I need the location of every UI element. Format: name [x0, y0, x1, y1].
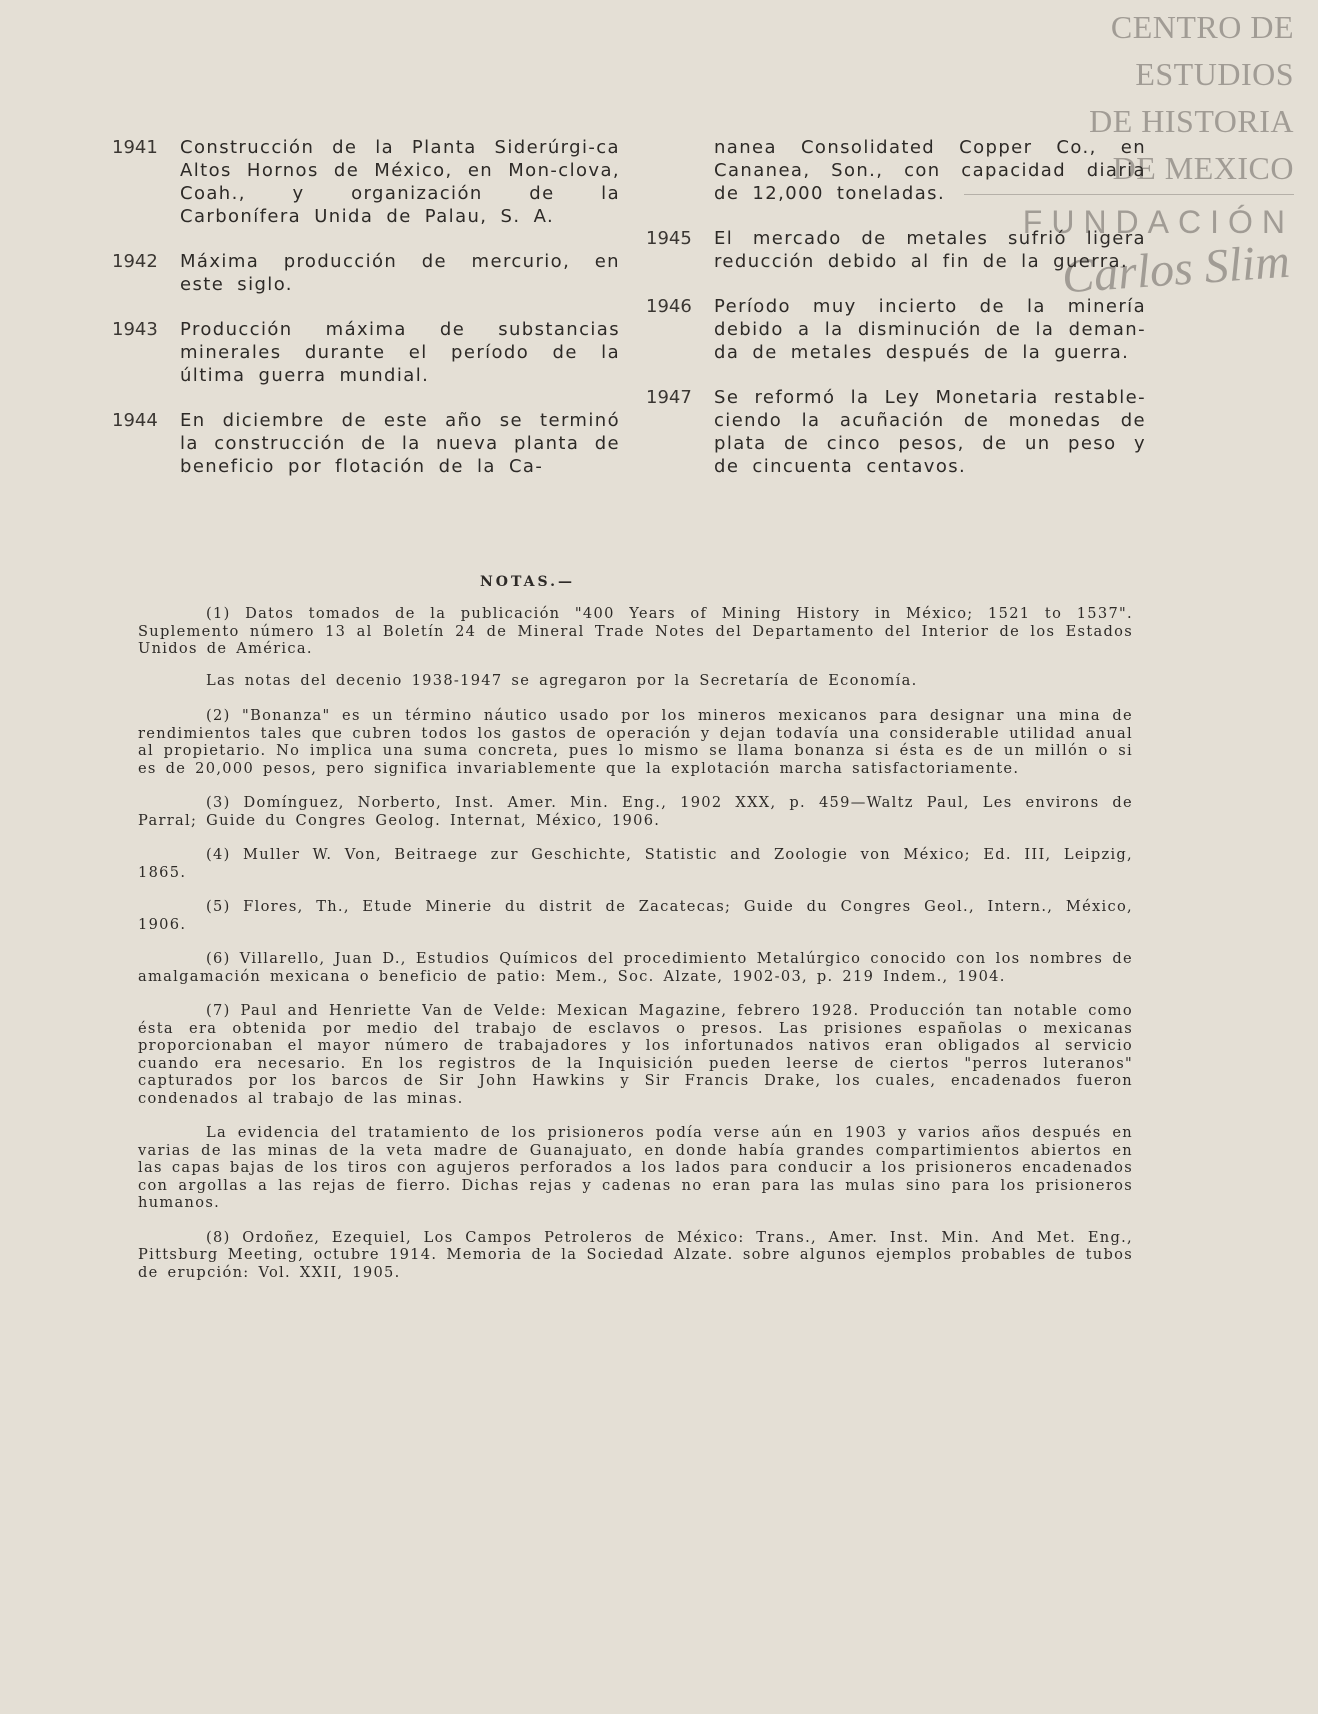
note-paragraph: (5) Flores, Th., Etude Minerie du distrit de Zacatecas; Guide du Congres Geol., Intern., México, 1906.	[138, 898, 1133, 933]
timeline-entry	[112, 136, 620, 228]
timeline-entry	[646, 386, 1146, 478]
entry-text: Período muy incierto de la minería debido a la disminución de la deman-da de metales después de la guerra.	[714, 296, 1146, 363]
note-paragraph: La evidencia del tratamiento de los prisioneros podía verse aún en 1903 y varios años después en varias de las minas de la veta madre de Guanajuato, en donde había grandes compartimientos abiertos en las capas bajas de los tiros con agujeros perforados a los lados para conducir a los prisioneros encadenados con argollas a las rejas de fierro. Dichas rejas y cadenas no eran para las mulas sino para los prisioneros humanos.	[138, 1124, 1133, 1211]
timeline-right-column	[646, 136, 1146, 478]
timeline-entry	[646, 295, 1146, 364]
note-paragraph: (6) Villarello, Juan D., Estudios Químicos del procedimiento Metalúrgico conocido con los nombres de amalgamación mexicana o beneficio de patio: Mem., Soc. Alzate, 1902-03, p. 219 Indem., 1904.	[138, 950, 1133, 985]
note-paragraph: (3) Domínguez, Norberto, Inst. Amer. Min. Eng., 1902 XXX, p. 459—Waltz Paul, Les environs de Parral; Guide du Congres Geolog. Internat, México, 1906.	[138, 794, 1133, 829]
entry-text: Construcción de la Planta Siderúrgi-ca Altos Hornos de México, en Mon-clova, Coah., y organización de la Carbonífera Unida de Palau, S. A.	[180, 137, 620, 227]
entry-year: 1944	[112, 410, 158, 431]
entry-year: 1945	[646, 228, 692, 249]
note-paragraph: (4) Muller W. Von, Beitraege zur Geschichte, Statistic and Zoologie von México; Ed. III, Leipzig, 1865.	[138, 846, 1133, 881]
note-paragraph: (2) "Bonanza" es un término náutico usado por los mineros mexicanos para designar una mina de rendimientos tales que cubren todos los gastos de operación y dejan todavía una considerable utilidad anual al propietario. No implica una suma concreta, pues lo mismo se llama bonanza si ésta es de un millón o si es de 20,000 pesos, pero significa invariablemente que la explotación marcha satisfactoriamente.	[138, 707, 1133, 777]
entry-year: 1947	[646, 387, 692, 408]
watermark-line: DE MEXICO	[1112, 150, 1294, 186]
note-paragraph: (1) Datos tomados de la publicación "400 Years of Mining History in México; 1521 to 1537". Suplemento número 13 al Boletín 24 de Mineral Trade Notes del Departamento del Interior de los Estados Unidos de América.	[138, 605, 1133, 657]
watermark-line: CENTRO DE	[1110, 9, 1294, 45]
timeline-entry	[112, 409, 620, 478]
watermark-line: DE HISTORIA	[1089, 103, 1294, 139]
timeline-entry	[112, 318, 620, 387]
notes-heading: NOTAS.—	[480, 574, 575, 590]
entry-text: Producción máxima de substancias minerales durante el período de la última guerra mundial.	[180, 319, 620, 386]
watermark-signature: Carlos Slim	[1060, 234, 1292, 304]
entry-text: El mercado de metales sufrió ligera reducción debido al fin de la guerra.	[714, 228, 1146, 272]
entry-year: 1946	[646, 296, 692, 317]
entry-text: Máxima producción de mercurio, en este siglo.	[180, 251, 620, 295]
watermark-line: ESTUDIOS	[1135, 56, 1294, 92]
watermark-foundation: FUNDACIÓN	[1022, 204, 1294, 240]
timeline-entry	[112, 250, 620, 296]
notes-section	[138, 605, 1133, 1281]
timeline-entry	[646, 227, 1146, 273]
note-paragraph: (7) Paul and Henriette Van de Velde: Mexican Magazine, febrero 1928. Producción tan notable como ésta era obtenida por medio del trabajo de esclavos o presos. Las prisiones españolas o mexicanas proporcionaban el mayor número de trabajadores y los infortunados nativos eran obligados al servicio cuando era necesario. En los registros de la Inquisición pueden leerse de ciertos "perros luteranos" capturados por los barcos de Sir John Hawkins y Sir Francis Drake, los cuales, encadenados fueron condenados al trabajo de las minas.	[138, 1002, 1133, 1107]
entry-year: 1941	[112, 137, 158, 158]
note-paragraph: (8) Ordoñez, Ezequiel, Los Campos Petroleros de México: Trans., Amer. Inst. Min. And Met. Eng., Pittsburg Meeting, octubre 1914. Memoria de la Sociedad Alzate. sobre algunos ejemplos probables de tubos de erupción: Vol. XXII, 1905.	[138, 1228, 1133, 1281]
entry-year: 1942	[112, 251, 158, 272]
entry-text: En diciembre de este año se terminó la construcción de la nueva planta de beneficio por flotación de la Ca-	[180, 410, 620, 477]
entry-text: Se reformó la Ley Monetaria restable-ciendo la acuñación de monedas de plata de cinco pesos, de un peso y de cincuenta centavos.	[714, 387, 1146, 477]
note-paragraph: Las notas del decenio 1938-1947 se agregaron por la Secretaría de Economía.	[206, 671, 918, 689]
entry-continuation: nanea Consolidated Copper Co., en Cananea, Son., con capacidad diaria de 12,000 toneladas.	[714, 137, 1146, 204]
timeline-left-column	[112, 136, 620, 478]
entry-year: 1943	[112, 319, 158, 340]
